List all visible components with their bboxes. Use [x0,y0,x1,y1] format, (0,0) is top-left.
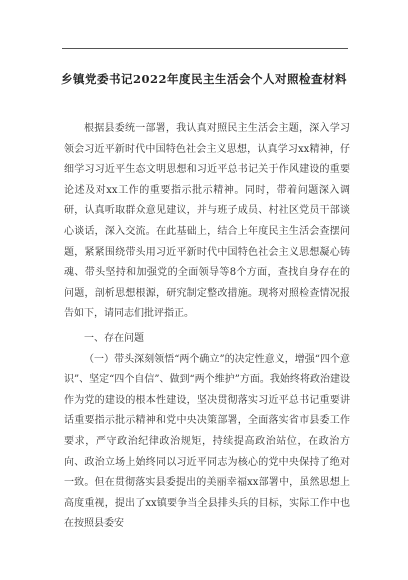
section-heading: 一、存在问题 [84,333,144,344]
intro-paragraph: 根据县委统一部署，我认真对照民主生活会主题，深入学习领会习近平新时代中国特色社会主义思想，认真学习xx精神，仔细学习习近平生态文明思想和习近平总书记关于作风建设的重要论述及对xx工作的重要指示批示精神。同时，带着问题深入调研，认真听取群众意见建议，并与班子成员、村社区党员干部谈心谈话，深入交流。在此基础上，结合上年度民主生活会查摆问题，紧紧围绕带头用习近平新时代中国特色社会主义思想凝心铸魂、带头坚持和加强党的全面领导等8个方面，查找自身存在的问题，剖析思想根源，研究制定整改措施。现将对照检查情况报告如下，请同志们批评指正。 [64,123,350,320]
section-one [64,329,350,535]
document-title: 乡镇党委书记2022年度民主生活会个人对照检查材料 [60,72,347,86]
document-body [64,119,350,325]
subsection-paragraph: （一）带头深刻领悟“两个确立”的决定性意义，增强“四个意识”、坚定“四个自信”、做到“两个维护”方面。我始终将政治建设作为党的建设的根本性建设，坚决贯彻落实习近平总书记重要讲话重要指示批示精神和党中央决策部署，全面落实省市县委工作要求，严守政治纪律政治规矩，持续提高政治站位，在政治方向、政治立场上始终同以习近平同志为核心的党中央保持了绝对一致。但在贯彻落实县委提出的美丽幸福xx部署中，虽然思想上高度重视，提出了xx镇要争当全县排头兵的目标，实际工作中也在按照县委安 [64,353,350,530]
header-rule [62,48,348,49]
